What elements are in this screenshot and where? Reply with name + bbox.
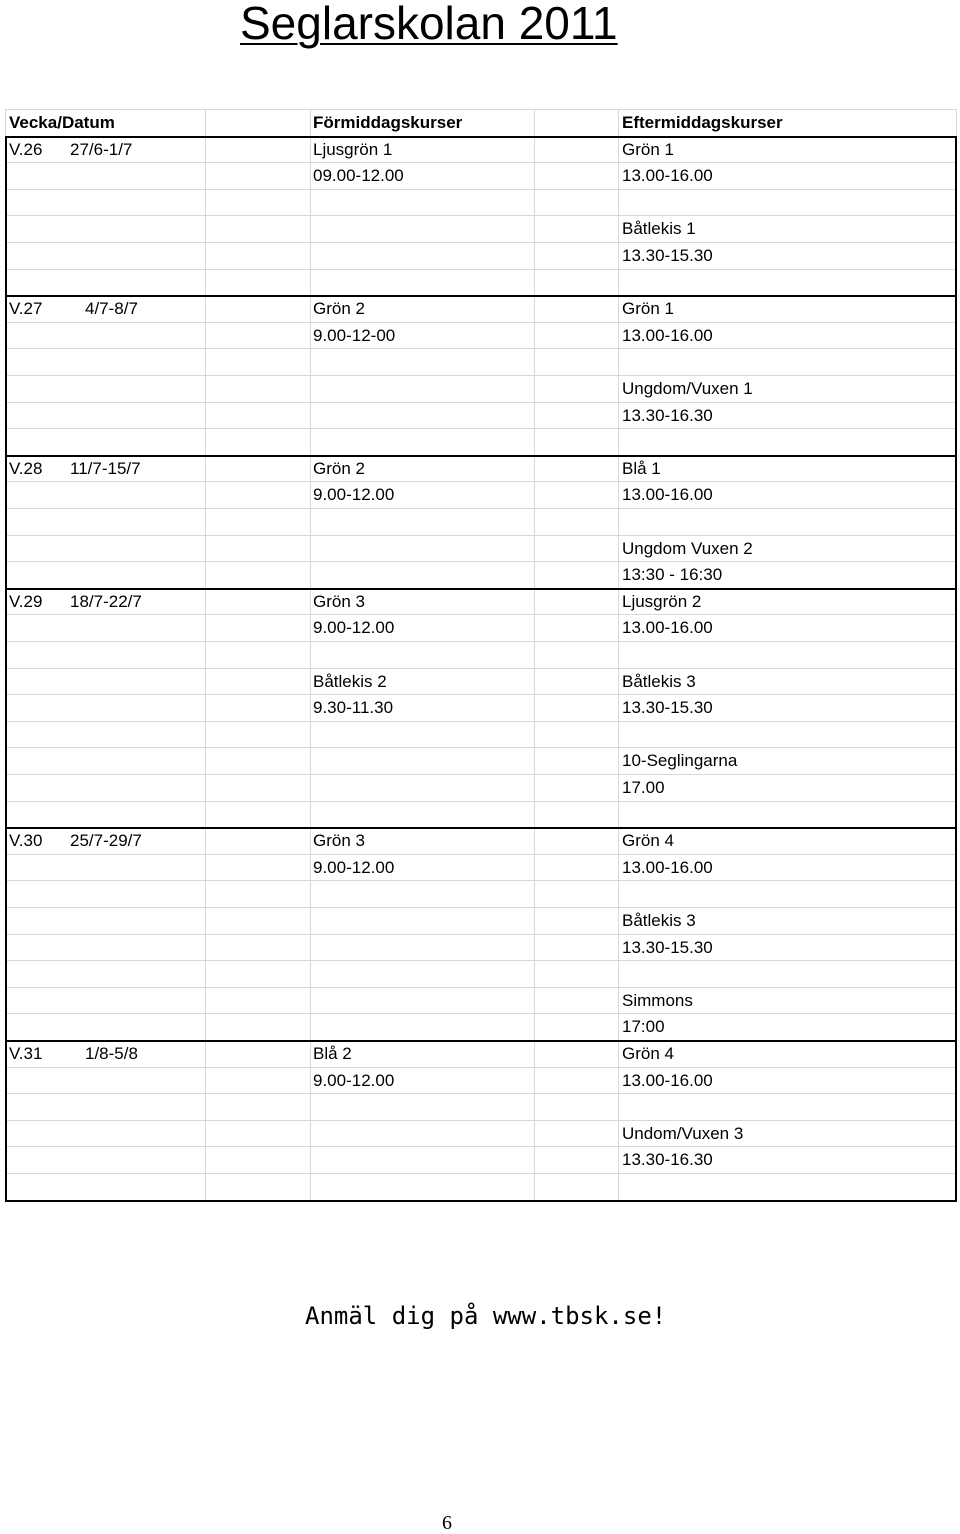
afternoon-course: Ljusgrön 2 bbox=[622, 592, 702, 611]
grid-row-line bbox=[5, 242, 956, 243]
afternoon-course: 13.00-16.00 bbox=[622, 166, 713, 185]
afternoon-course: Undom/Vuxen 3 bbox=[622, 1124, 744, 1143]
grid-row-line bbox=[5, 1120, 956, 1121]
afternoon-course: 13.30-15.30 bbox=[622, 698, 713, 717]
afternoon-course: Grön 4 bbox=[622, 831, 674, 850]
signup-text: Anmäl dig på www.tbsk.se! bbox=[305, 1302, 667, 1330]
grid-row-line bbox=[5, 189, 956, 190]
grid-col-line bbox=[310, 109, 311, 1200]
afternoon-course: Grön 1 bbox=[622, 140, 674, 159]
grid-row-line bbox=[5, 614, 956, 615]
grid-row-line bbox=[5, 1013, 956, 1014]
grid-row-line bbox=[5, 907, 956, 908]
week-separator bbox=[5, 1040, 957, 1042]
afternoon-course: 13.00-16.00 bbox=[622, 858, 713, 877]
week-label: V.30 bbox=[9, 831, 43, 850]
grid-row-line bbox=[5, 535, 956, 536]
grid-row-line bbox=[5, 854, 956, 855]
afternoon-course: Grön 1 bbox=[622, 299, 674, 318]
grid-row-line bbox=[5, 880, 956, 881]
date-range: 1/8-5/8 bbox=[85, 1044, 138, 1063]
afternoon-course: 10-Seglingarna bbox=[622, 751, 738, 770]
afternoon-course: Simmons bbox=[622, 991, 693, 1010]
morning-course: 9.30-11.30 bbox=[313, 698, 394, 717]
grid-row-line bbox=[5, 162, 956, 163]
afternoon-course: 13.30-15.30 bbox=[622, 246, 713, 265]
column-header: Eftermiddagskurser bbox=[622, 113, 783, 132]
week-separator bbox=[5, 295, 957, 297]
grid-row-line bbox=[5, 109, 956, 110]
week-separator bbox=[5, 827, 957, 829]
morning-course: 9.00-12.00 bbox=[313, 1071, 395, 1090]
morning-course: 9.00-12.00 bbox=[313, 485, 395, 504]
morning-course: 9.00-12.00 bbox=[313, 858, 395, 877]
grid-row-line bbox=[5, 481, 956, 482]
morning-course: Grön 3 bbox=[313, 831, 365, 850]
column-header: Vecka/Datum bbox=[9, 113, 115, 132]
grid-row-line bbox=[5, 1173, 956, 1174]
grid-row-line bbox=[5, 508, 956, 509]
afternoon-course: 13.00-16.00 bbox=[622, 618, 713, 637]
week-label: V.29 bbox=[9, 592, 43, 611]
grid-row-line bbox=[5, 428, 956, 429]
grid-row-line bbox=[5, 1146, 956, 1147]
grid-row-line bbox=[5, 774, 956, 775]
afternoon-course: 13.30-16.30 bbox=[622, 1150, 713, 1169]
grid-col-line bbox=[618, 109, 619, 1200]
date-range: 11/7-15/7 bbox=[70, 459, 141, 478]
grid-row-line bbox=[5, 561, 956, 562]
morning-course: Grön 2 bbox=[313, 299, 365, 318]
afternoon-course: 13.00-16.00 bbox=[622, 326, 713, 345]
grid-row-line bbox=[5, 960, 956, 961]
afternoon-course: 13:30 - 16:30 bbox=[622, 565, 723, 584]
morning-course: Båtlekis 2 bbox=[313, 672, 387, 691]
morning-course: 9.00-12-00 bbox=[313, 326, 396, 345]
afternoon-course: 13.30-16.30 bbox=[622, 406, 713, 425]
afternoon-course: Blå 1 bbox=[622, 459, 661, 478]
afternoon-course: Båtlekis 1 bbox=[622, 219, 696, 238]
week-separator bbox=[5, 455, 957, 457]
date-range: 4/7-8/7 bbox=[85, 299, 138, 318]
morning-course: Grön 2 bbox=[313, 459, 365, 478]
morning-course: 09.00-12.00 bbox=[313, 166, 404, 185]
grid-row-line bbox=[5, 1067, 956, 1068]
page-title: Seglarskolan 2011 bbox=[240, 0, 618, 49]
week-label: V.27 bbox=[9, 299, 43, 318]
date-range: 18/7-22/7 bbox=[70, 592, 142, 611]
table-border-top bbox=[5, 136, 957, 138]
morning-course: Grön 3 bbox=[313, 592, 365, 611]
table-border-bottom bbox=[5, 1200, 957, 1202]
grid-row-line bbox=[5, 801, 956, 802]
afternoon-course: 17.00 bbox=[622, 778, 665, 797]
afternoon-course: 13.30-15.30 bbox=[622, 938, 713, 957]
grid-row-line bbox=[5, 987, 956, 988]
grid-row-line bbox=[5, 322, 956, 323]
grid-row-line bbox=[5, 747, 956, 748]
morning-course: 9.00-12.00 bbox=[313, 618, 395, 637]
afternoon-course: 13.00-16.00 bbox=[622, 485, 713, 504]
grid-row-line bbox=[5, 721, 956, 722]
grid-row-line bbox=[5, 934, 956, 935]
morning-course: Ljusgrön 1 bbox=[313, 140, 393, 159]
week-separator bbox=[5, 588, 957, 590]
week-label: V.26 bbox=[9, 140, 43, 159]
afternoon-course: Ungdom/Vuxen 1 bbox=[622, 379, 753, 398]
date-range: 25/7-29/7 bbox=[70, 831, 142, 850]
afternoon-course: Båtlekis 3 bbox=[622, 672, 696, 691]
grid-row-line bbox=[5, 641, 956, 642]
afternoon-course: Grön 4 bbox=[622, 1044, 674, 1063]
grid-row-line bbox=[5, 375, 956, 376]
date-range: 27/6-1/7 bbox=[70, 140, 133, 159]
week-label: V.28 bbox=[9, 459, 43, 478]
afternoon-course: 13.00-16.00 bbox=[622, 1071, 713, 1090]
grid-row-line bbox=[5, 348, 956, 349]
afternoon-course: 17:00 bbox=[622, 1017, 665, 1036]
grid-row-line bbox=[5, 269, 956, 270]
grid-row-line bbox=[5, 1093, 956, 1094]
grid-row-line bbox=[5, 694, 956, 695]
afternoon-course: Båtlekis 3 bbox=[622, 911, 696, 930]
page-number: 6 bbox=[442, 1512, 452, 1534]
grid-col-line bbox=[205, 109, 206, 1200]
grid-row-line bbox=[5, 402, 956, 403]
grid-row-line bbox=[5, 215, 956, 216]
column-header: Förmiddagskurser bbox=[313, 113, 463, 132]
morning-course: Blå 2 bbox=[313, 1044, 352, 1063]
afternoon-course: Ungdom Vuxen 2 bbox=[622, 539, 753, 558]
week-label: V.31 bbox=[9, 1044, 43, 1063]
grid-row-line bbox=[5, 668, 956, 669]
grid-col-line bbox=[534, 109, 535, 1200]
